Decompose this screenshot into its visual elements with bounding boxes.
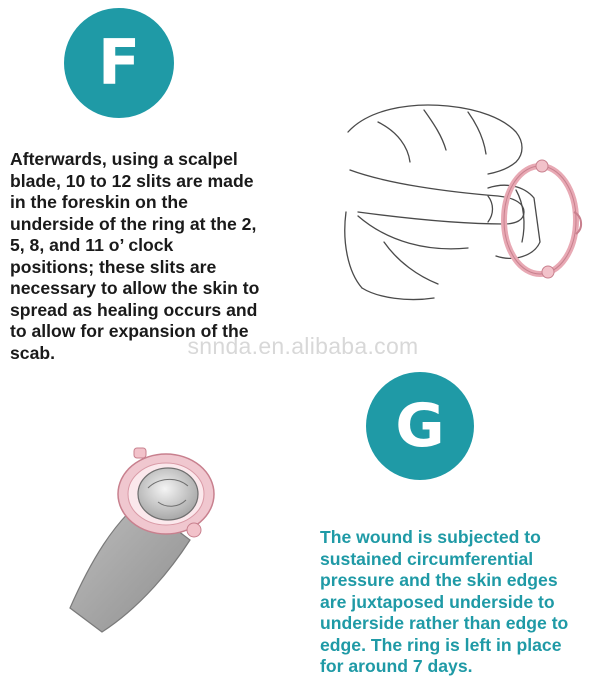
watermark-text: snnda.en.alibaba.com bbox=[187, 333, 419, 359]
hand-holding-ring-illustration bbox=[338, 92, 600, 310]
ring-in-place-illustration bbox=[62, 438, 262, 636]
step-f-description: Afterwards, using a scalpel blade, 10 to 12 slits are made in the foreskin on the underside of the ring at the 2, 5, 8, and 11 o’ clock positions; these slits are necessary to allow the skin to spread as healing occurs and to allow for expansion of the scab. bbox=[10, 149, 260, 363]
step-f-badge: F bbox=[64, 8, 174, 118]
step-g-badge: G bbox=[366, 372, 474, 480]
step-g-description: The wound is subjected to sustained circumferential pressure and the skin edges are juxtaposed underside to underside rather than edge to edge. The ring is left in place for around 7 days. bbox=[320, 527, 569, 676]
